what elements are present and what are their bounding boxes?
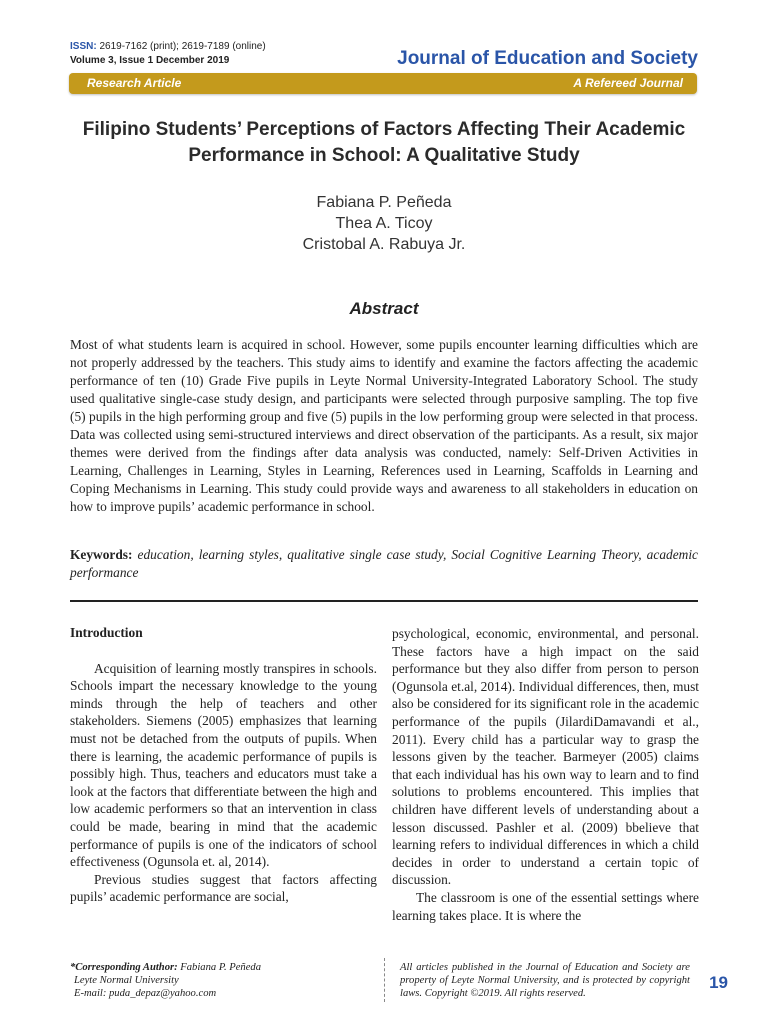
article-title: Filipino Students’ Perceptions of Factors Affecting Their Academic Performance in School: A Qualitative Study (82, 119, 686, 166)
corresponding-name: Fabiana P. Peñeda (177, 962, 262, 973)
journal-name: Journal of Education and Society (397, 48, 698, 69)
corresponding-email: E-mail: puda_depaz@yahoo.com (74, 988, 217, 999)
introduction-heading: Introduction (70, 625, 143, 640)
copyright-notice: All articles published in the Journal of Education and Society are property of Leyte Normal University, and is protected by copyright laws. Copyright ©2019. All rights reserved. (400, 962, 690, 999)
body-column-left (70, 624, 377, 906)
paragraph: The classroom is one of the essential settings where learning takes place. It is where the (392, 889, 699, 923)
issn-label: ISSN: (70, 41, 97, 52)
corresponding-label: *Corresponding Author: (70, 962, 178, 973)
volume-issue: Volume 3, Issue 1 December 2019 (70, 55, 230, 66)
article-type-banner (69, 73, 697, 94)
author-2: Thea A. Ticoy (335, 215, 433, 232)
keywords-label: Keywords: (70, 547, 133, 562)
corresponding-affiliation: Leyte Normal University (74, 975, 179, 986)
keywords-list: education, learning styles, qualitative single case study, Social Cognitive Learning Theory, academic performance (70, 547, 698, 580)
abstract-heading: Abstract (349, 299, 419, 318)
author-1: Fabiana P. Peñeda (316, 194, 452, 211)
footer-divider (384, 958, 385, 1002)
banner-refereed-journal: A Refereed Journal (573, 76, 683, 90)
paragraph: psychological, economic, environmental, and personal. These factors have a high impact on the said performance but they also differ from person to person (Ogunsola et.al, 2014). Individual differences, then, must also be considered for its significant role in the academic performance of the pupils (JilardiDamavandi et al., 2011). Every child has a particular way to grasp the lessons given by the teacher. Barmeyer (2005) claims that each individual has his own way to learn and to find solutions to problems encountered. This implies that children have different levels of understanding about a lesson discussed. Pashler et al. (2009) bbelieve that learning refers to individual differences in which a child decides in order to understand a certain topic of discussion. (392, 626, 699, 888)
author-3: Cristobal A. Rabuya Jr. (302, 236, 466, 253)
banner-research-article: Research Article (87, 76, 182, 90)
keywords (70, 546, 698, 582)
issn-value: 2619-7162 (print); 2619-7189 (online) (96, 41, 266, 52)
abstract-text: Most of what students learn is acquired in school. However, some pupils encounter learning difficulties which are not properly addressed by the teachers. This study aims to identify and examine the factors affecting the academic performance of ten (10) Grade Five pupils in Leyte Normal University-Integrated Laboratory School. The study used qualitative single-case study design, and participants were selected through purposive sampling. The top five (5) pupils in the high performing group and five (5) pupils in the low performing group were selected in that process. Data was collected using semi-structured interviews and direct observation of the participants. As a result, six major themes were derived from the findings after data analysis was conducted, namely: Self-Driven Activities in Learning, Challenges in Learning, Styles in Learning, References used in Learning, Scaffolds in Learning and Coping Mechanisms in Learning. This study could provide ways and awareness to all stakeholders in education on how to improve pupils’ academic performance in school. (70, 337, 698, 514)
author-list (0, 192, 768, 255)
header-issn-block (70, 40, 266, 68)
section-divider (70, 600, 698, 602)
page-number: 19 (709, 973, 728, 992)
paragraph: Previous studies suggest that factors affecting pupils’ academic performance are social, (70, 871, 377, 905)
paragraph: Acquisition of learning mostly transpires in schools. Schools impart the necessary knowledge to the young minds through the help of teachers and other stakeholders. Siemens (2005) emphasizes that learning must not be detached from the outputs of pupils. When there is learning, the academic performance of pupils is possibly high. Thus, teachers and educators must take a look at the factors that differentiate between the high and low academic performers so that an intervention in class could be made, bearing in mind that the academic performance of pupils is one of the indicators of school effectiveness (Ogunsola et. al, 2014). (70, 660, 377, 870)
body-column-right (392, 625, 699, 924)
corresponding-author-note (70, 961, 261, 1000)
